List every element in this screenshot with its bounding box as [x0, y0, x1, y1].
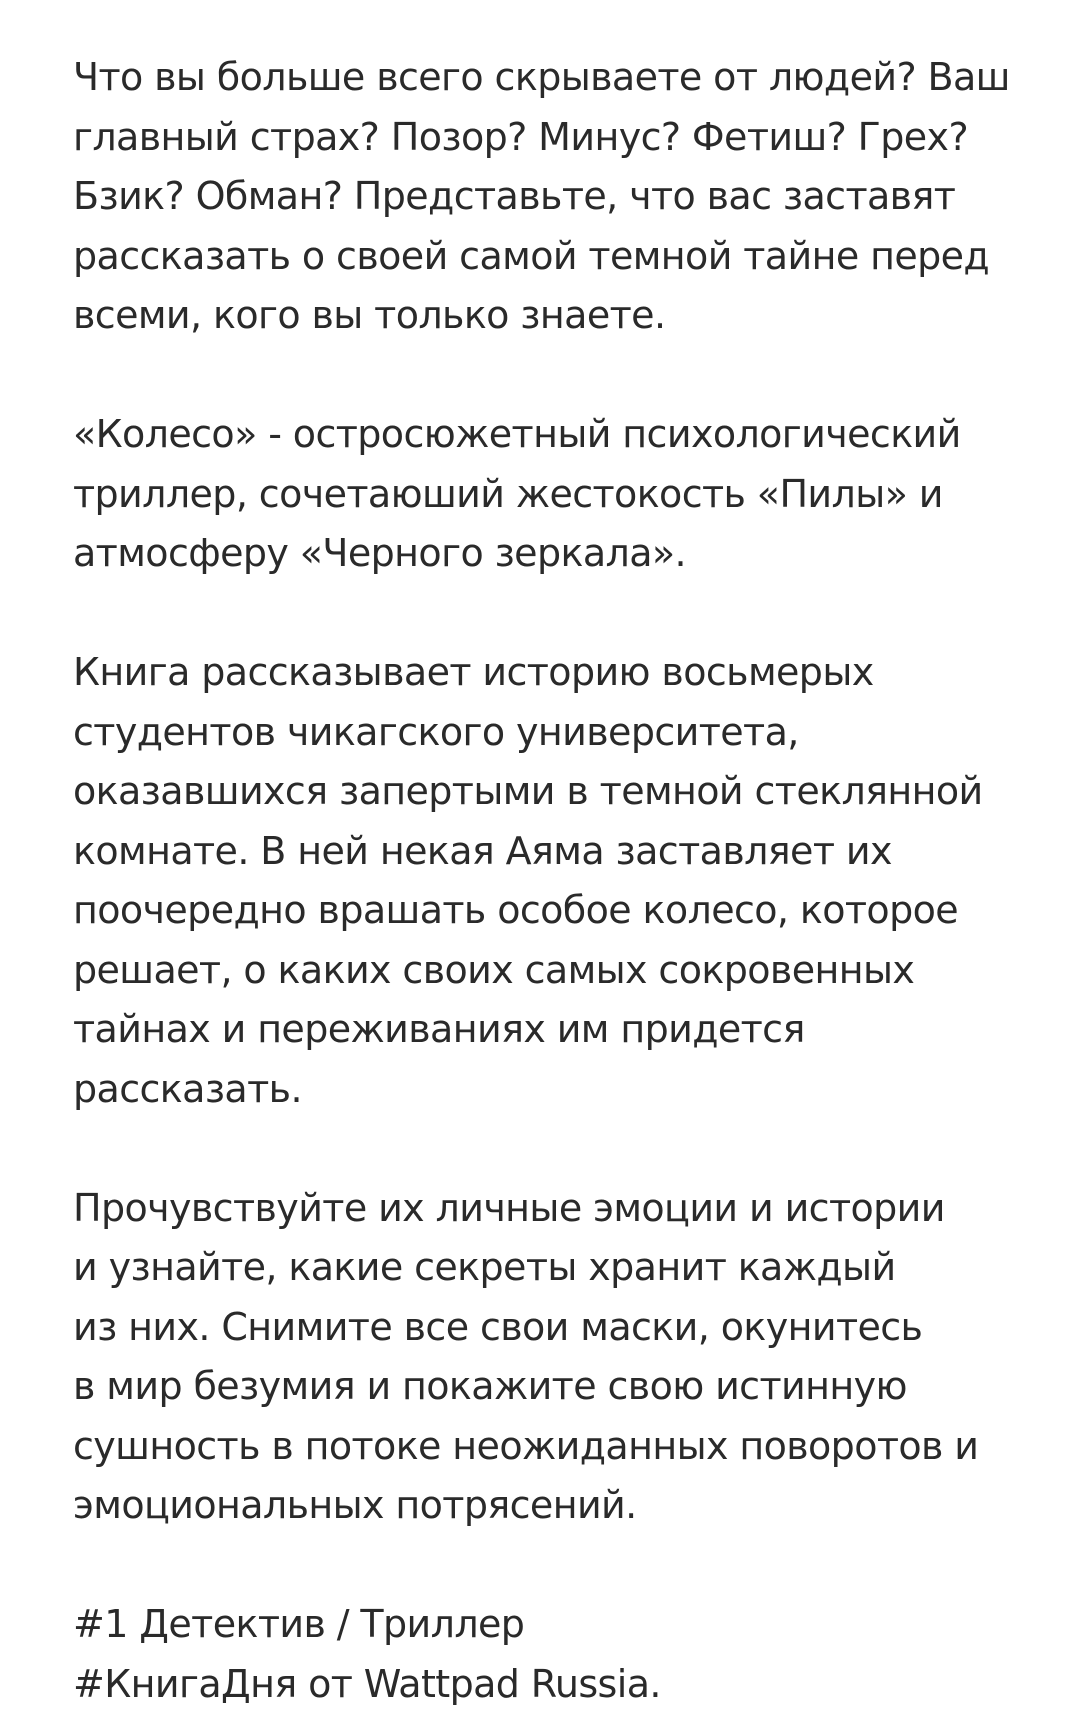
paragraph-plot: [73, 643, 1033, 1119]
text-line: триллер, сочетаюший жестокость «Пилы» и: [73, 471, 943, 516]
text-line: эмоциональных потрясений.: [73, 1483, 637, 1527]
text-line: атмосферу «Черного зеркала».: [73, 531, 687, 575]
text-line: из них. Снимите все свои маски, окунитесь: [73, 1304, 923, 1349]
hashtag-line: #КнигаДня от Wattpad Russia.: [73, 1661, 661, 1706]
text-line: решает, о каких своих самых сокровенных: [73, 947, 915, 992]
text-line: «Колесо» - остросюжетный психологический: [73, 412, 961, 456]
text-line: в мир безумия и покажите свою истинную: [73, 1364, 907, 1408]
text-line: поочередно врашать особое колесо, которое: [73, 888, 959, 932]
paragraph-call-to-action: [73, 1179, 1033, 1536]
text-line: оказавшихся запертыми в темной стеклянной: [73, 769, 983, 813]
text-line: Бзик? Обман? Представьте, что вас заставят: [73, 174, 956, 218]
text-line: Прочувствуйте их личные эмоции и истории: [73, 1185, 945, 1230]
post-body: [73, 48, 1033, 1714]
paragraph-intro: [73, 48, 1033, 346]
text-line: комнате. В ней некая Аяма заставляет их: [73, 828, 892, 873]
text-line: Книга рассказывает историю восьмерых: [73, 650, 874, 694]
paragraph-genre: [73, 405, 1033, 584]
hashtag-line: #1 Детектив / Триллер: [73, 1602, 525, 1646]
text-line: рассказать.: [73, 1066, 302, 1111]
text-line: рассказать о своей самой темной тайне перед: [73, 233, 990, 278]
text-line: Что вы больше всего скрываете от людей? Ваш: [73, 55, 1010, 99]
text-line: главный страх? Позор? Минус? Фетиш? Грех?: [73, 114, 969, 159]
paragraph-hashtags: [73, 1595, 1033, 1714]
text-line: сушность в потоке неожиданных поворотов и: [73, 1423, 979, 1468]
text-line: всеми, кого вы только знаете.: [73, 293, 666, 337]
text-line: тайнах и переживаниях им придется: [73, 1007, 805, 1051]
text-line: студентов чикагского университета,: [73, 709, 799, 754]
text-line: и узнайте, какие секреты хранит каждый: [73, 1245, 896, 1289]
